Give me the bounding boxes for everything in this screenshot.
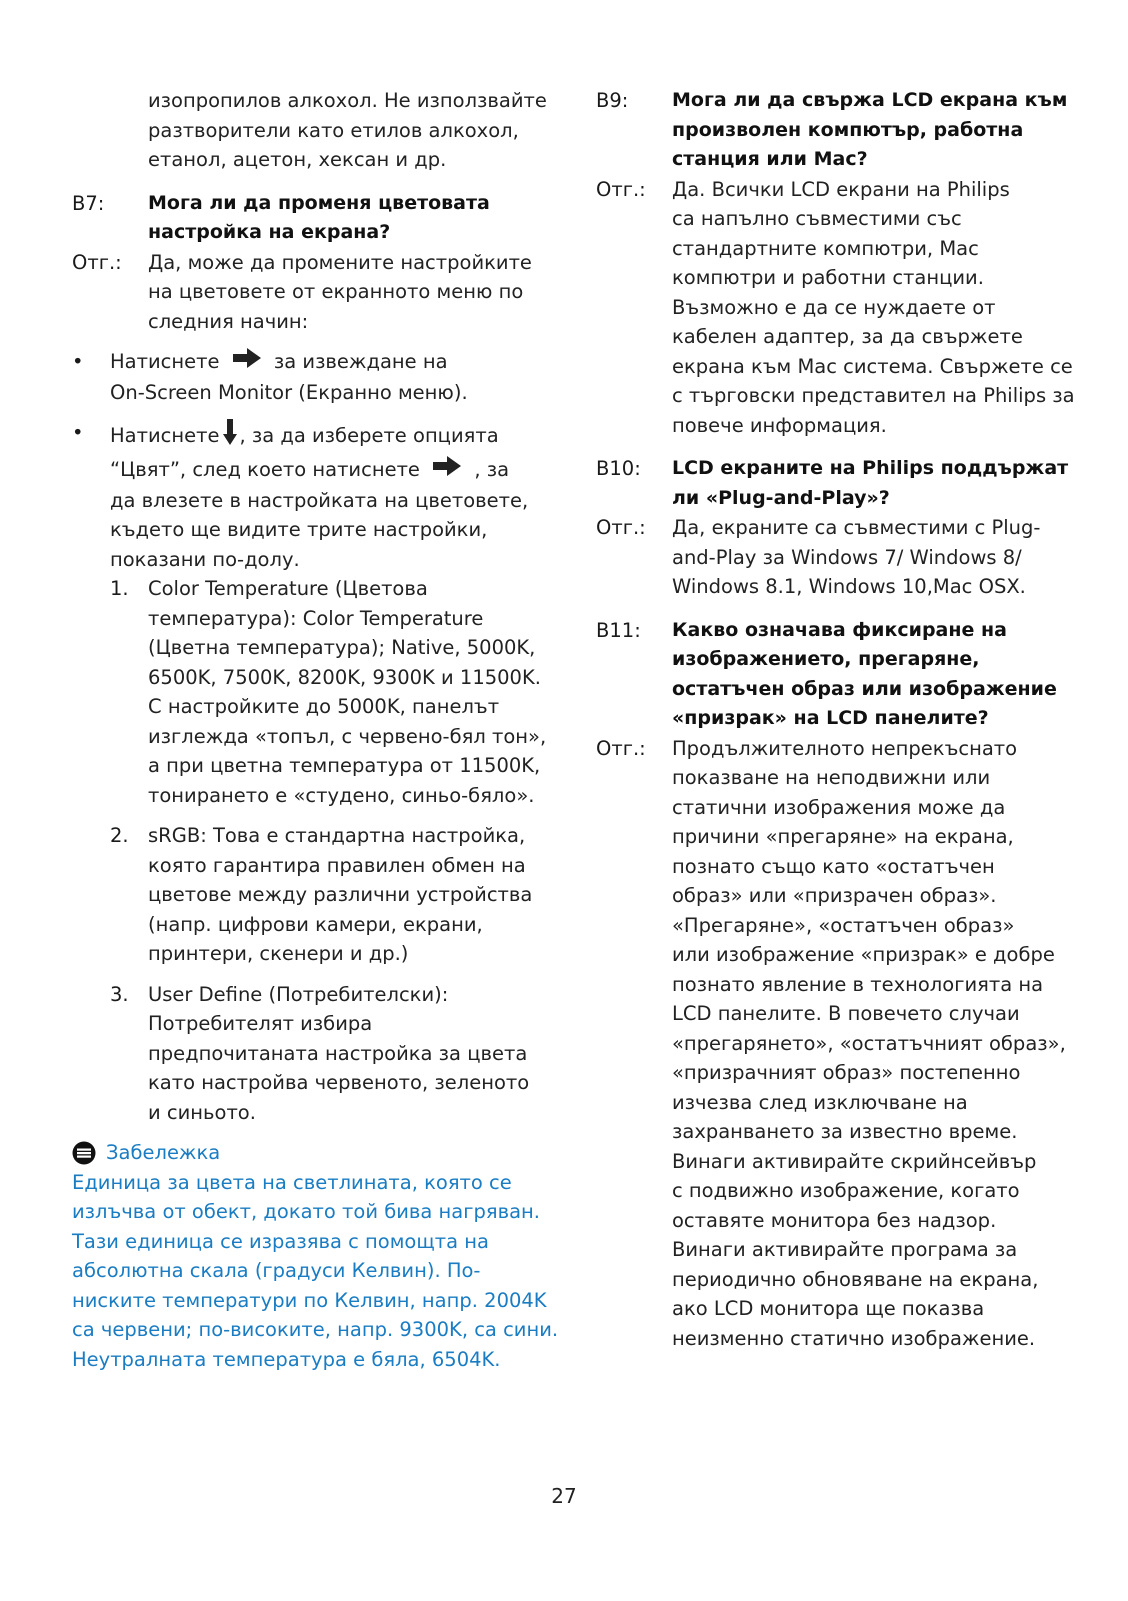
bullet-text: да влезете в настройката на цветовете, — [110, 488, 529, 512]
answer-line: статични изображения може да — [672, 795, 1006, 819]
item-number: 2. — [110, 824, 129, 847]
note-header — [72, 1138, 532, 1168]
bullet-text: , за да изберете опцията — [239, 424, 499, 447]
bullet-item — [72, 347, 532, 407]
item-line: температура): Color Temperature — [148, 606, 484, 630]
item-line: изглежда «топъл, с червено-бял тон», — [148, 724, 547, 748]
bullet-text: “Цвят”, след което натиснете — [110, 457, 420, 481]
answer-line: Винаги активирайте скрийнсейвър — [672, 1149, 1037, 1173]
answer-label: Отг.: — [596, 736, 646, 760]
question-10 — [596, 454, 1069, 513]
note-text — [72, 1168, 559, 1375]
question-line: произволен компютър, работна — [672, 118, 1024, 141]
item-line: предпочитаната настройка за цвета — [148, 1041, 528, 1065]
answer-line: познато също като «остатъчен — [672, 854, 995, 878]
answer-label: Отг.: — [596, 177, 646, 201]
answer-line: или изображение «призрак» е добре — [672, 943, 1055, 966]
bullet-text: Натиснете — [110, 424, 220, 447]
bullet-text: за извеждане на — [273, 350, 448, 373]
question-line: Мога ли да променя цветовата — [148, 191, 490, 214]
item-line: С настройките до 5000K, панелът — [148, 695, 500, 718]
bullet-text: показани по-долу. — [110, 547, 300, 571]
question-line: станция или Mac? — [672, 148, 868, 170]
question-line: Мога ли да свържа LCD екрана към — [672, 89, 1068, 111]
bullet-item — [72, 418, 532, 574]
bullet-dot: • — [72, 350, 84, 373]
note-title: Забележка — [106, 1141, 221, 1164]
answer-line: с търговски представител на Philips за — [672, 384, 1075, 407]
answer-label: Отг.: — [72, 250, 122, 274]
note-line: абсолютна скала (градуси Келвин). По- — [72, 1259, 481, 1282]
answer-line: «призрачният образ» постепенно — [672, 1061, 1021, 1084]
answer-line: образ» или «призрачен образ». — [672, 884, 997, 907]
arrow-down-icon — [223, 418, 237, 455]
bullet-text: , за — [474, 457, 510, 481]
answer-line: «прегарянето», «остатъчният образ», — [672, 1031, 1066, 1055]
numbered-item — [72, 574, 547, 810]
bullet-text: On-Screen Monitor (Екранно меню). — [110, 380, 468, 404]
answer-line: ако LCD монитора ще показва — [672, 1297, 985, 1320]
answer-line: стандартните компютри, Mac — [672, 236, 979, 260]
note-line: Неутралната температура е бяла, 6504K. — [72, 1347, 501, 1371]
intro-text — [72, 86, 547, 175]
answer-line: оставяте монитора без надзор. — [672, 1208, 997, 1232]
item-line: (Цветна температура); Native, 5000K, — [148, 636, 536, 659]
right-column — [596, 86, 1075, 1353]
answer-line: захранването за известно време. — [672, 1120, 1018, 1143]
answer-line: изчезва след изключване на — [672, 1090, 968, 1114]
answer-line: «Прегаряне», «остатъчен образ» — [672, 913, 1015, 937]
item-line: Color Temperature (Цветова — [148, 577, 428, 600]
answer-line: неизменно статично изображение. — [672, 1326, 1036, 1350]
arrow-right-icon — [432, 455, 462, 486]
bullet-text: Натиснете — [110, 350, 220, 373]
text-line: изопропилов алкохол. Не използвайте — [148, 89, 547, 112]
note-line: излъчва от обект, докато той бива нагряван. — [72, 1200, 540, 1223]
note-line: Тази единица се изразява с помощта на — [72, 1229, 489, 1253]
note-line: ниските температури по Келвин, напр. 2004K — [72, 1288, 547, 1312]
left-column — [72, 86, 559, 1374]
arrow-right-icon — [232, 347, 262, 378]
item-line: sRGB: Това е стандартна настройка, — [148, 824, 526, 847]
answer-line: компютри и работни станции. — [672, 266, 984, 289]
answer-line: Да, екраните са съвместими с Plug- — [672, 516, 1041, 539]
page-number: 27 — [551, 1484, 577, 1508]
answer-line: екрана към Mac система. Свържете се — [672, 354, 1073, 378]
question-label: В7: — [72, 191, 105, 215]
question-line: ли «Plug-and-Play»? — [672, 486, 890, 509]
answer-line: кабелен адаптер, за да свържете — [672, 325, 1023, 348]
item-line: която гарантира правилен обмен на — [148, 853, 526, 877]
text-line: етанол, ацетон, хексан и др. — [148, 148, 447, 171]
answer-line: Да, може да промените настройките — [148, 250, 532, 274]
item-number: 1. — [110, 577, 129, 600]
text-line: разтворители като етилов алкохол, — [148, 118, 519, 142]
question-line: LCD екраните на Philips поддържат — [672, 457, 1069, 479]
answer-line: Продължителното непрекъснато — [672, 736, 1018, 760]
item-line: и синьото. — [148, 1100, 256, 1124]
answer-line: с подвижно изображение, когато — [672, 1179, 1020, 1202]
answer-10 — [596, 513, 1066, 602]
question-label: В10: — [596, 457, 641, 480]
question-7 — [72, 189, 532, 248]
item-line: тонирането е «студено, синьо-бяло». — [148, 783, 535, 807]
question-line: «призрак» на LCD панелите? — [672, 707, 989, 729]
question-line: Какво означава фиксиране на — [672, 618, 1007, 641]
bullet-text: където ще видите трите настройки, — [110, 518, 488, 541]
item-line: Потребителят избира — [148, 1012, 373, 1035]
answer-7 — [72, 248, 532, 337]
answer-line: познато явление в технологията на — [672, 972, 1044, 996]
item-line: цветове между различни устройства — [148, 883, 533, 906]
item-line: а при цветна температура от 11500K, — [148, 754, 541, 777]
answer-line: and-Play за Windows 7/ Windows 8/ — [672, 545, 1022, 569]
answer-line: следния начин: — [148, 309, 309, 333]
answer-line: показване на неподвижни или — [672, 766, 991, 789]
answer-line: Възможно е да се нуждаете от — [672, 295, 996, 319]
numbered-item — [72, 821, 532, 969]
answer-label: Отг.: — [596, 516, 646, 539]
answer-line: Винаги активирайте програма за — [672, 1238, 1018, 1261]
question-line: изображението, прегаряне, — [672, 648, 980, 670]
answer-line: са напълно съвместими със — [672, 207, 962, 230]
note-line: Единица за цвета на светлината, която се — [72, 1170, 512, 1194]
bullet-dot: • — [72, 421, 84, 445]
answer-line: на цветовете от екранното меню по — [148, 280, 524, 303]
answer-line: повече информация. — [672, 413, 887, 437]
answer-line: причини «прегаряне» на екрана, — [672, 825, 1014, 848]
note-icon — [72, 1141, 96, 1165]
question-label: В11: — [596, 618, 641, 642]
answer-line: Да. Всички LCD екрани на Philips — [672, 177, 1010, 201]
question-9 — [596, 86, 1066, 175]
question-line: настройка на екрана? — [148, 221, 391, 243]
item-line: принтери, скенери и др.) — [148, 942, 409, 965]
answer-9 — [596, 175, 1075, 441]
question-label: В9: — [596, 89, 629, 112]
item-line: User Define (Потребителски): — [148, 982, 449, 1006]
item-number: 3. — [110, 982, 129, 1006]
question-11 — [596, 616, 1066, 734]
item-line: (напр. цифрови камери, екрани, — [148, 912, 483, 936]
answer-line: периодично обновяване на екрана, — [672, 1267, 1039, 1291]
answer-line: Windows 8.1, Windows 10,Mac OSX. — [672, 575, 1026, 598]
answer-line: LCD панелите. В повечето случаи — [672, 1002, 1020, 1025]
item-line: 6500K, 7500K, 8200K, 9300K и 11500K. — [148, 665, 541, 689]
note-line: са червени; по-високите, напр. 9300K, са сини. — [72, 1318, 559, 1341]
numbered-item — [72, 980, 532, 1128]
item-line: като настройва червеното, зеленото — [148, 1071, 530, 1094]
answer-11 — [596, 734, 1066, 1354]
question-line: остатъчен образ или изображение — [672, 677, 1057, 700]
